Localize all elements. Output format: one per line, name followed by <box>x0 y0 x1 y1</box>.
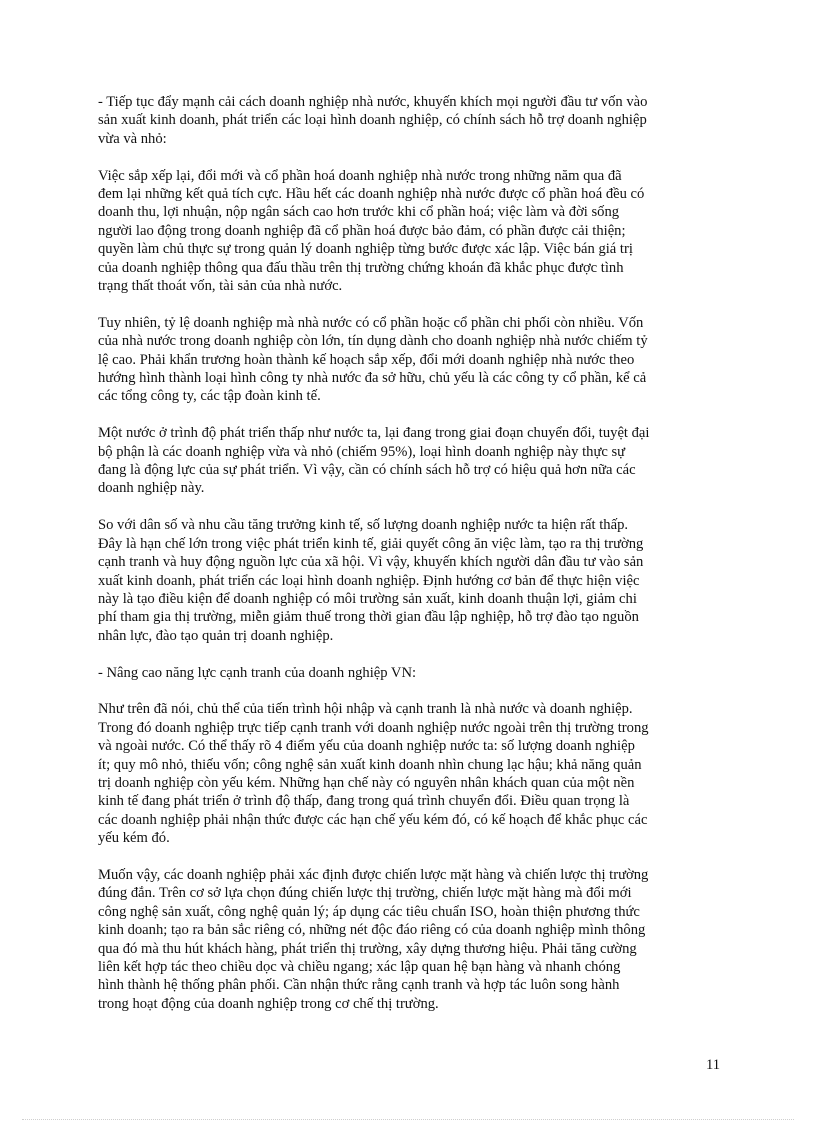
text-line: Đây là hạn chế lớn trong việc phát triển kinh tế, giải quyết công ăn việc làm, tạo ra thị trường <box>98 535 644 552</box>
text-line: doanh thu, lợi nhuận, nộp ngân sách cao hơn trước khi cổ phần hoá; việc làm và đời sống <box>98 204 620 221</box>
text-line: đúng đắn. Trên cơ sở lựa chọn đúng chiến lược thị trường, chiến lược mặt hàng mà đổi mới <box>98 885 632 902</box>
paragraph <box>98 424 718 498</box>
text-line: trong hoạt động của doanh nghiệp trong cơ chế thị trường. <box>98 995 439 1012</box>
text-line: trạng thất thoát vốn, tài sản của nhà nước. <box>98 278 343 295</box>
text-line: doanh nghiệp này. <box>98 480 205 497</box>
text-line: Tuy nhiên, tỷ lệ doanh nghiệp mà nhà nước có cổ phần hoặc cổ phần chi phối còn nhiều. Vốn <box>98 314 644 331</box>
text-line: các tổng công ty, các tập đoàn kinh tế. <box>98 388 321 405</box>
text-line: Muốn vậy, các doanh nghiệp phải xác định được chiến lược mặt hàng và chiến lược thị trường <box>98 866 649 883</box>
text-line: qua đó mà thu hút khách hàng, phát triển thị trường, xây dựng thương hiệu. Phải tăng cường <box>98 940 637 957</box>
text-line: xuất kinh doanh, phát triển các loại hình doanh nghiệp. Định hướng cơ bản để thực hiện việc <box>98 572 640 589</box>
text-line: - Tiếp tục đẩy mạnh cải cách doanh nghiệp nhà nước, khuyến khích mọi người đầu tư vốn vào <box>98 94 648 110</box>
text-line: ít; quy mô nhỏ, thiếu vốn; công nghệ sản xuất kinh doanh nhìn chung lạc hậu; khả năng quản <box>98 756 642 773</box>
text-line: vừa và nhỏ: <box>98 130 167 147</box>
text-line: hướng hình thành loại hình công ty nhà nước đa sở hữu, chủ yếu là các công ty cổ phần, kể cả <box>98 370 647 387</box>
text-line: của nhà nước trong doanh nghiệp còn lớn, tín dụng dành cho doanh nghiệp nhà nước chiếm tỷ <box>98 333 648 350</box>
paragraph <box>98 167 718 296</box>
text-line: nhân lực, đào tạo quản trị doanh nghiệp. <box>98 627 334 644</box>
text-line: người lao động trong doanh nghiệp đã cổ phần hoá được bảo đảm, có phần được cải thiện; <box>98 222 626 239</box>
text-line: công nghệ sản xuất, công nghệ quản lý; áp dụng các tiêu chuẩn ISO, hoàn thiện phương thức <box>98 903 640 920</box>
text-line: này là tạo điều kiện để doanh nghiệp có môi trường sản xuất, kinh doanh thuận lợi, giảm chi <box>98 590 637 607</box>
text-line: quyền làm chủ thực sự trong quản lý doanh nghiệp từng bước được xác lập. Việc bán giá trị <box>98 241 633 258</box>
text-line: - Nâng cao năng lực cạnh tranh của doanh nghiệp VN: <box>98 664 417 681</box>
text-line: phí tham gia thị trường, miễn giảm thuế trong thời gian đầu lập nghiệp, hỗ trợ đào tạo nguồn <box>98 609 639 626</box>
text-line: hình thành hệ thống phân phối. Cần nhận thức rằng cạnh tranh và hợp tác luôn song hành <box>98 977 620 994</box>
paragraph <box>98 866 718 1013</box>
paragraph <box>98 516 718 645</box>
text-line: yếu kém đó. <box>98 830 170 847</box>
paragraph <box>98 664 718 682</box>
text-line: và ngoài nước. Có thể thấy rõ 4 điểm yếu của doanh nghiệp nước ta: số lượng doanh nghiệp <box>98 738 635 755</box>
text-line: kinh doanh; tạo ra bản sắc riêng có, những nét độc đáo riêng có của doanh nghiệp mình thông <box>98 922 646 939</box>
text-line: liên kết hợp tác theo chiều dọc và chiều ngang; xác lập quan hệ bạn hàng và nhanh chóng <box>98 958 621 975</box>
text-line: bộ phận là các doanh nghiệp vừa và nhỏ (chiếm 95%), loại hình doanh nghiệp này thực sự <box>98 443 626 460</box>
text-line: kinh tế đang phát triển ở trình độ thấp, đang trong quá trình chuyển đổi. Điều quan trọng là <box>98 793 630 810</box>
text-line: Việc sắp xếp lại, đổi mới và cổ phần hoá doanh nghiệp nhà nước trong những năm qua đã <box>98 167 622 184</box>
text-line: đem lại những kết quả tích cực. Hầu hết các doanh nghiệp nhà nước được cổ phần hoá đều có <box>98 186 645 203</box>
page-bottom-divider <box>22 1119 794 1120</box>
text-line: các doanh nghiệp phải nhận thức được các hạn chế yếu kém đó, có kế hoạch để khắc phục các <box>98 811 648 828</box>
text-line: Trong đó doanh nghiệp trực tiếp cạnh tranh với doanh nghiệp nước ngoài trên thị trường trong <box>98 719 649 736</box>
text-line: Như trên đã nói, chủ thể của tiến trình hội nhập và cạnh tranh là nhà nước và doanh nghiệp. <box>98 701 633 718</box>
paragraph <box>98 700 718 847</box>
text-line: cạnh tranh và huy động nguồn lực của xã hội. Vì vậy, khuyến khích người dân đầu tư vào sản <box>98 554 644 571</box>
document-body <box>98 93 718 1032</box>
paragraph <box>98 314 718 406</box>
text-line: của doanh nghiệp thông qua đấu thầu trên thị trường chứng khoán đã khắc phục được tình <box>98 259 624 276</box>
text-line: sản xuất kinh doanh, phát triển các loại hình doanh nghiệp, có chính sách hỗ trợ doanh nghiệp <box>98 112 647 129</box>
page-number: 11 <box>705 1057 720 1073</box>
text-line: đang là động lực của sự phát triển. Vì vậy, cần có chính sách hỗ trợ có hiệu quả hơn nữa các <box>98 462 636 479</box>
text-line: lệ cao. Phải khẩn trương hoàn thành kế hoạch sắp xếp, đổi mới doanh nghiệp nhà nước theo <box>98 351 635 368</box>
text-line: trị doanh nghiệp còn yếu kém. Những hạn chế này có nguyên nhân khách quan của một nền <box>98 774 635 791</box>
text-line: Một nước ở trình độ phát triển thấp như nước ta, lại đang trong giai đoạn chuyển đổi, tuyệt đại <box>98 425 650 442</box>
paragraph <box>98 93 718 148</box>
text-line: So với dân số và nhu cầu tăng trưởng kinh tế, số lượng doanh nghiệp nước ta hiện rất thấp. <box>98 517 629 534</box>
